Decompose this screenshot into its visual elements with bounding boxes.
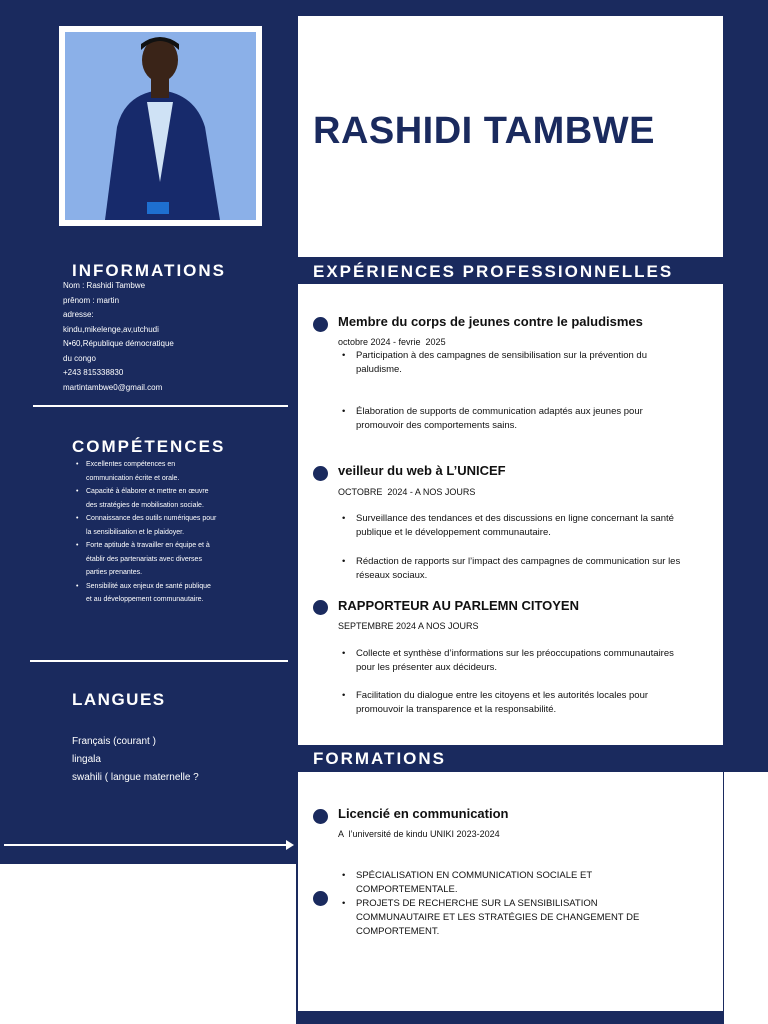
job-bullets [338,405,688,433]
list-item: • Connaissance des outils numériques pour la sensibilisation et le plaidoyer. [72,512,217,539]
job-bullets [338,349,688,377]
list-item: • SPÉCIALISATION EN COMMUNICATION SOCIALE ET COMPORTEMENTALE. [338,869,678,897]
person-illustration-icon [65,32,256,220]
langues-list [72,733,272,787]
competences-list [72,458,217,607]
info-email: martintambwe0@gmail.com [63,382,163,392]
formation-bullets [338,869,678,939]
bullet-dot-icon [313,809,328,824]
list-item: • Collecte et synthèse d’informations sur les préoccupations communautaires pour les présenter aux décideurs. [338,647,688,675]
langues-title: LANGUES [72,690,166,709]
list-item: • PROJETS DE RECHERCHE SUR LA SENSIBILISATION COMMUNAUTAIRE ET LES STRATÉGIES DE CHANGEMENT DE COMPORTEMENT. [338,897,678,939]
info-line: du congo [63,353,96,363]
degree-title: Licencié en communication [338,806,509,821]
info-line: N•60,République démocratique [63,339,174,348]
job-title: RAPPORTEUR AU PARLEMN CITOYEN [338,598,579,613]
profile-photo [65,32,256,220]
arrow-line [4,844,289,846]
info-line: Nom : Rashidi Tambwe [63,281,146,290]
list-item: • Facilitation du dialogue entre les citoyens et les autorités locales pour promouvoir la transparence et la responsabilité. [338,689,688,717]
list-item: • Excellentes compétences en communication écrite et orale. [72,458,217,485]
job-date: SEPTEMBRE 2024 A NOS JOURS [338,621,479,631]
job-bullets [338,647,688,675]
list-item: • Rédaction de rapports sur l’impact des campagnes de communication sur les réseaux sociaux. [338,555,688,583]
bottom-right-white [724,772,768,1024]
list-item: • Participation à des campagnes de sensibilisation sur la prévention du paludisme. [338,349,688,377]
informations-title: INFORMATIONS [72,261,227,280]
list-item: • Élaboration de supports de communication adaptés aux jeunes pour promouvoir des comportements sains. [338,405,688,433]
list-item: • Capacité à élaborer et mettre en œuvre des stratégies de mobilisation sociale. [72,485,217,512]
divider [33,405,288,407]
list-item: swahili ( langue maternelle ? [72,772,199,783]
competences-title: COMPÉTENCES [72,437,226,456]
info-line: prênom : martin [63,295,120,305]
candidate-name: RASHIDI TAMBWE [313,110,655,152]
info-line: kindu,mikelenge,av,utchudi [63,324,159,334]
list-item: • Surveillance des tendances et des discussions en ligne concernant la santé publique et le développement communautaire. [338,512,688,540]
list-item: Français (courant ) [72,736,156,747]
job-title: veilleur du web à L’UNICEF [338,463,506,478]
info-line: adresse: [63,310,94,319]
info-phone: +243 815338830 [63,368,124,377]
experiences-title: EXPÉRIENCES PROFESSIONNELLES [313,262,674,281]
informations-block [63,279,243,395]
formations-title: FORMATIONS [313,749,447,768]
divider [30,660,288,662]
list-item: lingala [72,754,101,765]
list-item: • Sensibilité aux enjeux de santé publique et au développement communautaire. [72,580,217,607]
list-item: • Forte aptitude à travailler en équipe et à établir des partenariats avec diverses parties prenantes. [72,539,217,580]
job-bullets [338,689,688,717]
job-bullets [338,512,688,540]
job-title: Membre du corps de jeunes contre le paludismes [338,314,643,329]
arrow-head-icon [286,840,294,850]
bullet-dot-icon [313,317,328,332]
bullet-dot-icon [313,891,328,906]
bottom-left-white [0,864,262,1024]
school: A l’université de kindu UNIKI 2023-2024 [338,829,500,839]
bullet-dot-icon [313,600,328,615]
job-date: octobre 2024 - fevrie 2025 [338,337,446,347]
bullet-dot-icon [313,466,328,481]
top-right-strip [724,0,768,772]
job-bullets [338,555,688,583]
job-date: OCTOBRE 2024 - A NOS JOURS [338,487,476,497]
